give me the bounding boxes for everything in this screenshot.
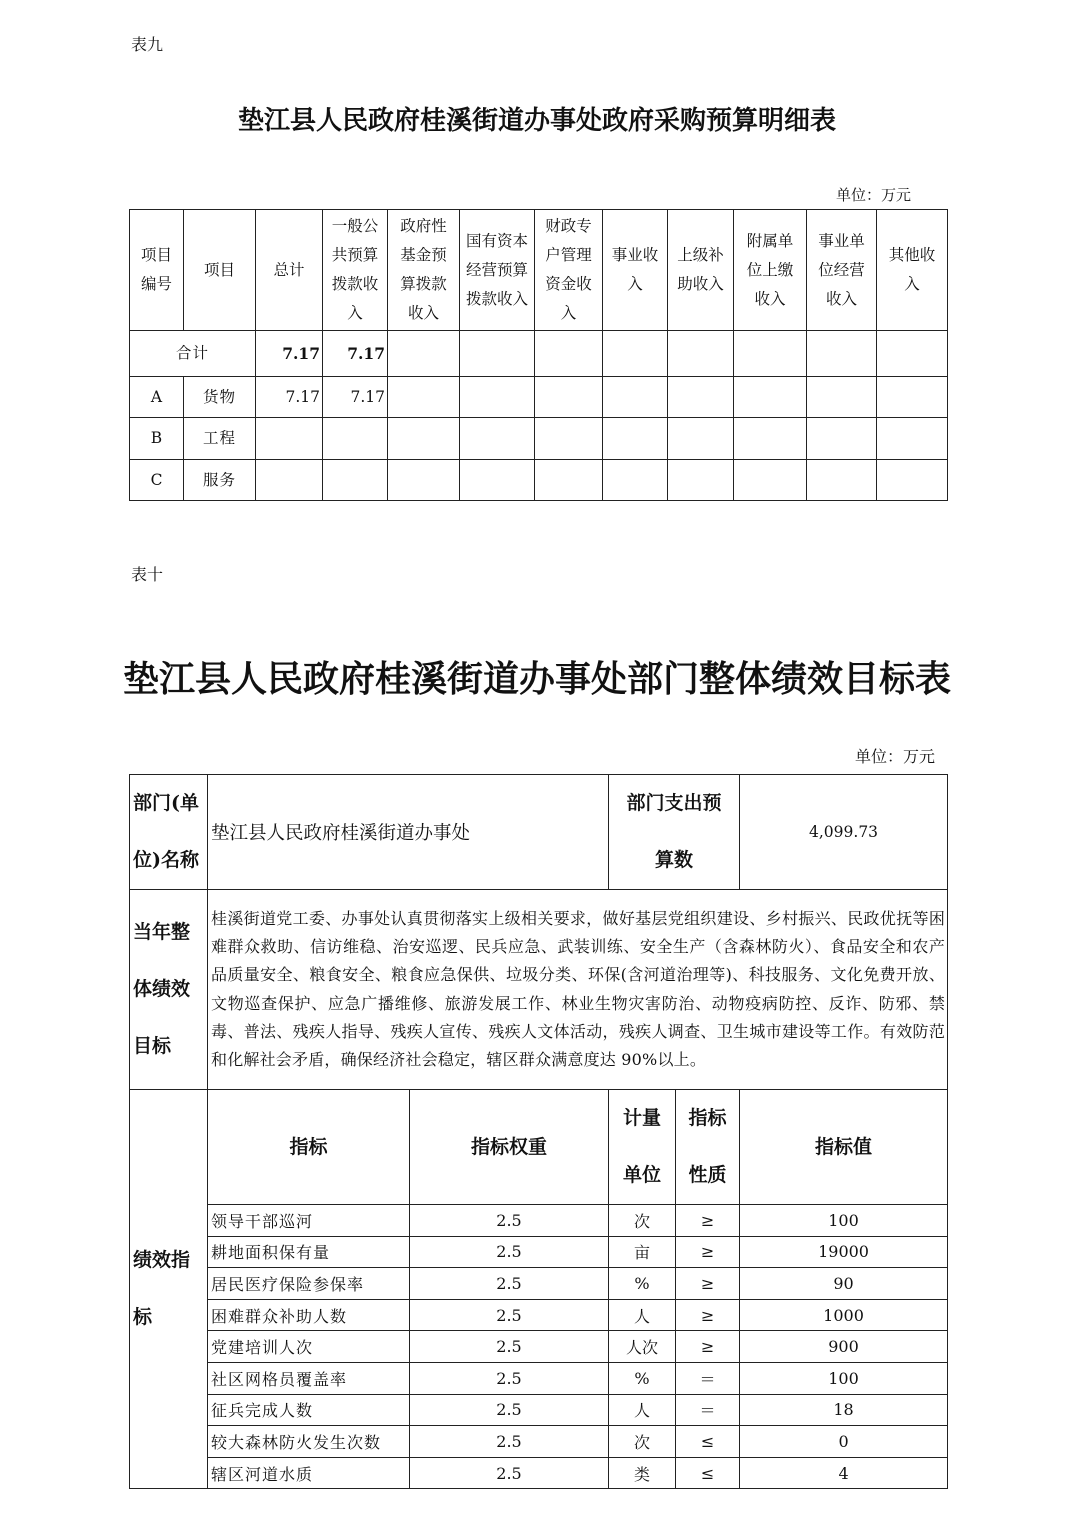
row-code: C bbox=[130, 460, 184, 501]
table9-unit: 单位：万元 bbox=[836, 186, 912, 204]
indicator-nature: ≥ bbox=[676, 1236, 740, 1268]
goal-label: 当年整体绩效目标 bbox=[130, 890, 208, 1090]
indicator-nature: ≤ bbox=[676, 1457, 740, 1489]
header-weight: 指标权重 bbox=[410, 1090, 609, 1205]
indicator-name: 党建培训人次 bbox=[208, 1331, 410, 1363]
dept-name: 垫江县人民政府桂溪街道办事处 bbox=[208, 775, 609, 890]
header-superior-subsidy: 上级补助收入 bbox=[668, 210, 734, 331]
indicator-weight: 2.5 bbox=[410, 1205, 609, 1237]
table-row bbox=[130, 1268, 948, 1300]
indicator-weight: 2.5 bbox=[410, 1426, 609, 1458]
table9-header-row bbox=[130, 210, 948, 331]
table-row bbox=[130, 1457, 948, 1489]
indicator-unit: 人 bbox=[609, 1394, 676, 1426]
indicator-header-row bbox=[130, 1090, 948, 1205]
indicator-value: 4 bbox=[740, 1457, 948, 1489]
indicator-value: 19000 bbox=[740, 1236, 948, 1268]
table-row bbox=[130, 1299, 948, 1331]
indicator-weight: 2.5 bbox=[410, 1362, 609, 1394]
indicator-name: 较大森林防火发生次数 bbox=[208, 1426, 410, 1458]
indicator-name: 辖区河道水质 bbox=[208, 1457, 410, 1489]
row-code: B bbox=[130, 418, 184, 460]
row-name: 服务 bbox=[184, 460, 256, 501]
goal-row bbox=[130, 890, 948, 1090]
indicator-nature: ≥ bbox=[676, 1299, 740, 1331]
table10-title: 垫江县人民政府桂溪街道办事处部门整体绩效目标表 bbox=[122, 658, 951, 700]
indicator-value: 0 bbox=[740, 1426, 948, 1458]
row-code: A bbox=[130, 377, 184, 418]
dept-label: 部门(单位)名称 bbox=[130, 775, 208, 890]
indicator-weight: 2.5 bbox=[410, 1331, 609, 1363]
header-business-income: 事业收入 bbox=[603, 210, 668, 331]
table-row bbox=[130, 1362, 948, 1394]
performance-target-table bbox=[129, 774, 948, 1489]
indicator-weight: 2.5 bbox=[410, 1268, 609, 1300]
header-other-income: 其他收入 bbox=[877, 210, 948, 331]
indicator-value: 100 bbox=[740, 1362, 948, 1394]
indicator-weight: 2.5 bbox=[410, 1394, 609, 1426]
dept-row bbox=[130, 775, 948, 890]
table9-title: 垫江县人民政府桂溪街道办事处政府采购预算明细表 bbox=[237, 106, 836, 136]
indicator-unit: 人次 bbox=[609, 1331, 676, 1363]
table-row bbox=[130, 1394, 948, 1426]
header-value: 指标值 bbox=[740, 1090, 948, 1205]
header-item: 项目 bbox=[184, 210, 256, 331]
header-nature: 指标性质 bbox=[676, 1090, 740, 1205]
indicator-value: 1000 bbox=[740, 1299, 948, 1331]
indicator-weight: 2.5 bbox=[410, 1457, 609, 1489]
indicator-unit: 亩 bbox=[609, 1236, 676, 1268]
goal-text: 桂溪街道党工委、办事处认真贯彻落实上级相关要求，做好基层党组织建设、乡村振兴、民政优抚等困难群众救助、信访维稳、治安巡逻、民兵应急、武装训练、安全生产（含森林防火）、食品安全和农产品质量安全、粮食安全、粮食应急保供、垃圾分类、环保(含河道治理等)、科技服务、文化免费开放、文物巡查保护、应急广播维修、旅游发展工作、林业生物灾害防治、动物疫病防控、反诈、防邪、禁毒、普法、残疾人指导、残疾人宣传、残疾人文体活动，残疾人调查、卫生城市建设等工作。有效防范和化解社会矛盾，确保经济社会稳定，辖区群众满意度达 90%以上。 bbox=[208, 890, 948, 1090]
indicator-unit: % bbox=[609, 1268, 676, 1300]
header-unit: 计量单位 bbox=[609, 1090, 676, 1205]
total-general: 7.17 bbox=[323, 331, 388, 377]
row-name: 货物 bbox=[184, 377, 256, 418]
table-row bbox=[130, 377, 948, 418]
indicator-name: 困难群众补助人数 bbox=[208, 1299, 410, 1331]
indicator-weight: 2.5 bbox=[410, 1299, 609, 1331]
table10-unit: 单位：万元 bbox=[855, 747, 936, 766]
header-item-code: 项目编号 bbox=[130, 210, 184, 331]
indicator-nature: ≥ bbox=[676, 1331, 740, 1363]
table-row bbox=[130, 1426, 948, 1458]
budget-label: 部门支出预算数 bbox=[609, 775, 740, 890]
header-indicator: 指标 bbox=[208, 1090, 410, 1205]
row-general: 7.17 bbox=[323, 377, 388, 418]
total-total: 7.17 bbox=[256, 331, 323, 377]
indicator-weight: 2.5 bbox=[410, 1236, 609, 1268]
header-total: 总计 bbox=[256, 210, 323, 331]
table10-tag: 表十 bbox=[131, 565, 164, 584]
indicator-nature: ＝ bbox=[676, 1362, 740, 1394]
table-row bbox=[130, 418, 948, 460]
indicator-value: 100 bbox=[740, 1205, 948, 1237]
table-row bbox=[130, 1236, 948, 1268]
indicator-unit: 次 bbox=[609, 1426, 676, 1458]
perf-label: 绩效指标 bbox=[130, 1090, 208, 1489]
indicator-unit: 类 bbox=[609, 1457, 676, 1489]
table-row bbox=[130, 1331, 948, 1363]
indicator-nature: ≥ bbox=[676, 1268, 740, 1300]
indicator-value: 18 bbox=[740, 1394, 948, 1426]
header-affiliated-units: 附属单位上缴收入 bbox=[734, 210, 807, 331]
table9-tag: 表九 bbox=[131, 35, 164, 54]
indicator-name: 居民医疗保险参保率 bbox=[208, 1268, 410, 1300]
header-general-budget: 一般公共预算拨款收入 bbox=[323, 210, 388, 331]
indicator-unit: 人 bbox=[609, 1299, 676, 1331]
row-total: 7.17 bbox=[256, 377, 323, 418]
indicator-name: 领导干部巡河 bbox=[208, 1205, 410, 1237]
table-row bbox=[130, 460, 948, 501]
header-business-operation: 事业单位经营收入 bbox=[807, 210, 877, 331]
indicator-value: 900 bbox=[740, 1331, 948, 1363]
indicator-nature: ＝ bbox=[676, 1394, 740, 1426]
indicator-name: 耕地面积保有量 bbox=[208, 1236, 410, 1268]
indicator-nature: ≤ bbox=[676, 1426, 740, 1458]
row-name: 工程 bbox=[184, 418, 256, 460]
indicator-value: 90 bbox=[740, 1268, 948, 1300]
header-state-capital: 国有资本经营预算拨款收入 bbox=[460, 210, 535, 331]
indicator-nature: ≥ bbox=[676, 1205, 740, 1237]
indicator-unit: 次 bbox=[609, 1205, 676, 1237]
header-gov-fund: 政府性基金预算拨款收入 bbox=[388, 210, 460, 331]
indicator-unit: % bbox=[609, 1362, 676, 1394]
table-row bbox=[130, 1205, 948, 1237]
header-special-account: 财政专户管理资金收入 bbox=[535, 210, 603, 331]
indicator-name: 社区网格员覆盖率 bbox=[208, 1362, 410, 1394]
indicator-name: 征兵完成人数 bbox=[208, 1394, 410, 1426]
procurement-budget-table bbox=[129, 209, 948, 501]
budget-value: 4,099.73 bbox=[740, 775, 948, 890]
total-label: 合计 bbox=[130, 331, 256, 377]
table9-total-row bbox=[130, 331, 948, 377]
